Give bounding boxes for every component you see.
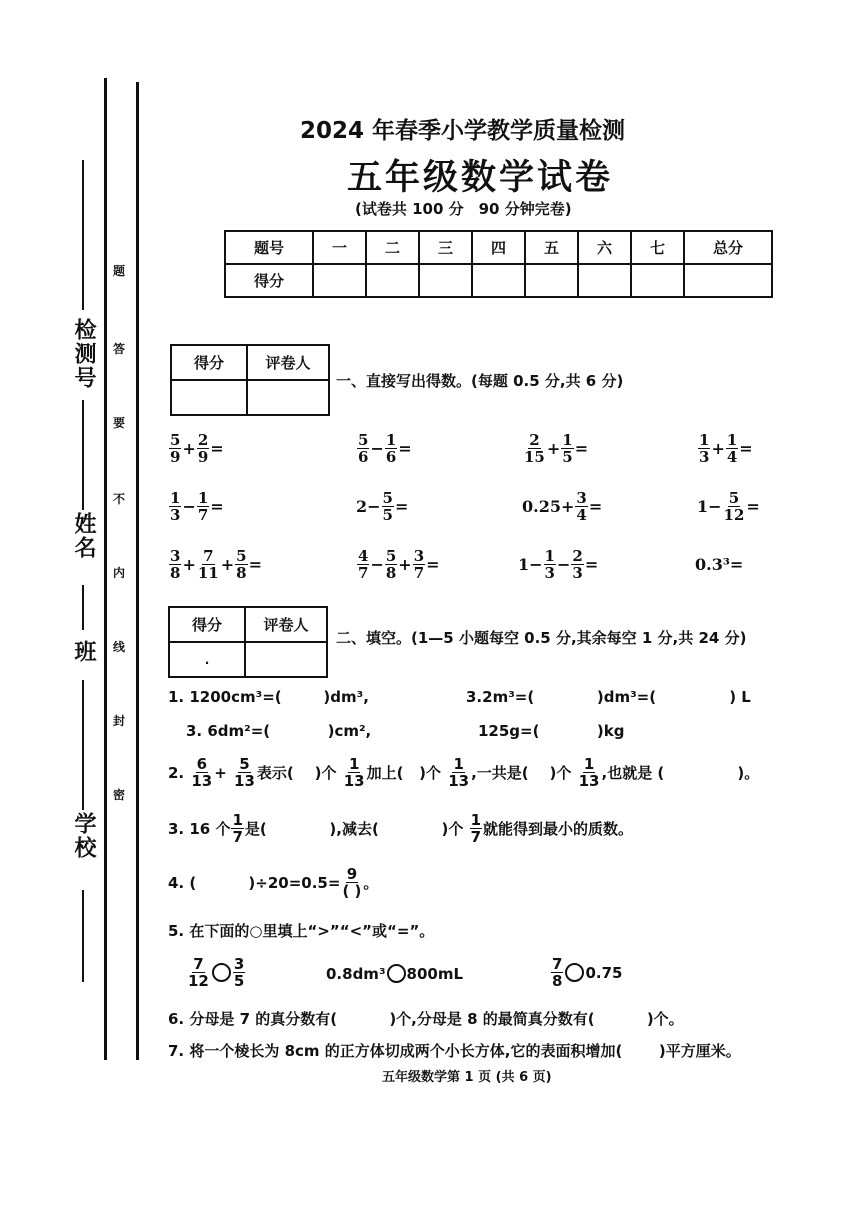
page-title: 五年级数学试卷 — [347, 158, 614, 198]
expr-text: 1− — [518, 555, 543, 574]
fraction — [385, 432, 397, 465]
fraction-denominator: 7 — [358, 564, 369, 582]
fraction-numerator: 3 — [413, 547, 425, 565]
score-head-cell: 二 — [366, 231, 419, 264]
school-label: 学校 — [71, 812, 96, 860]
score-head-cell: 六 — [578, 231, 631, 264]
fraction — [169, 548, 181, 581]
score-row-label: 得分 — [225, 264, 313, 297]
fraction — [575, 490, 587, 523]
question-1b — [466, 688, 751, 706]
calc-item — [356, 432, 412, 465]
expr-text: 3.2m³=( )dm³=( ) L — [466, 688, 751, 706]
fraction-numerator: 4 — [358, 547, 369, 565]
fraction-numerator: 7 — [552, 955, 563, 973]
fraction-numerator: 1 — [385, 431, 397, 449]
fraction-numerator: 5 — [385, 547, 397, 565]
fraction-numerator: 1 — [699, 431, 710, 449]
fraction-denominator: 9 — [197, 448, 209, 466]
expr-text: = — [394, 497, 409, 516]
expr-text: 是( ),减去( )个 — [244, 820, 469, 838]
expr-text: 加上( )个 — [366, 764, 447, 782]
expr-text: 7. 将一个棱长为 8cm 的正方体切成两个小长方体,它的表面积增加( )平方厘米。 — [168, 1042, 741, 1060]
fraction-denominator: 6 — [385, 448, 397, 466]
fraction — [382, 490, 394, 523]
fraction-numerator: 5 — [358, 431, 369, 449]
fraction-denominator: 12 — [188, 972, 209, 990]
fraction — [726, 432, 738, 465]
grader-score-label: 得分 — [169, 607, 245, 642]
fraction-numerator: 1 — [197, 489, 209, 507]
expr-text: = — [426, 555, 440, 574]
fraction-denominator: 4 — [726, 448, 738, 466]
fraction-numerator: 7 — [203, 547, 214, 565]
expr-text: = — [248, 555, 262, 574]
expr-text: + — [182, 439, 196, 458]
calc-item — [695, 555, 743, 574]
fraction-numerator: 5 — [170, 431, 181, 449]
score-cell[interactable] — [684, 264, 772, 297]
fraction-denominator: 7 — [232, 828, 243, 846]
fraction-numerator: 2 — [572, 547, 583, 565]
score-cell[interactable] — [313, 264, 366, 297]
fraction — [578, 756, 601, 789]
expr-text: 。 — [363, 874, 379, 892]
fraction-denominator: 5 — [233, 972, 245, 990]
fraction — [169, 432, 181, 465]
exam-no-underline — [82, 160, 84, 310]
fraction — [197, 432, 209, 465]
fraction — [233, 956, 245, 989]
fraction-denominator: 13 — [343, 772, 365, 790]
fraction-denominator: 9 — [170, 448, 181, 466]
expr-text: − — [370, 555, 384, 574]
question-1a — [168, 688, 369, 706]
fraction — [235, 548, 247, 581]
fraction-numerator: 2 — [197, 431, 209, 449]
exam-no-label: 检测号 — [71, 318, 96, 390]
fraction — [571, 548, 583, 581]
expr-text: 1− — [697, 497, 722, 516]
fraction-denominator: 8 — [552, 972, 563, 990]
fraction-denominator: 15 — [524, 448, 545, 466]
fraction — [190, 756, 213, 789]
fraction-numerator: 1 — [232, 811, 243, 829]
calc-item — [356, 490, 408, 523]
expr-text: + — [214, 763, 233, 782]
expr-text: = — [588, 497, 603, 516]
fraction — [357, 548, 369, 581]
grader-score-cell[interactable]: . — [169, 642, 245, 677]
fraction — [523, 432, 546, 465]
calc-item — [518, 548, 598, 581]
expr-text: 800mL — [406, 964, 464, 983]
fraction-denominator: 8 — [385, 564, 397, 582]
margin-line-outer — [104, 78, 107, 1060]
expr-text: 2. — [168, 763, 190, 782]
score-cell[interactable] — [472, 264, 525, 297]
score-cell[interactable] — [631, 264, 684, 297]
fraction-denominator: 8 — [236, 564, 247, 582]
fraction-numerator: 2 — [529, 431, 540, 449]
fraction — [197, 548, 220, 581]
calc-item — [697, 432, 753, 465]
fraction — [413, 548, 425, 581]
seal-char-8: 密 — [113, 788, 126, 802]
expr-text: 125g=( )kg — [478, 722, 625, 740]
fraction-denominator: 13 — [234, 772, 255, 790]
class-underline-2 — [82, 680, 84, 810]
fraction-numerator: 5 — [382, 489, 393, 507]
fraction-denominator: 3 — [170, 506, 181, 524]
expr-text: ,一共是( )个 — [471, 764, 577, 782]
section1-title: 一、直接写出得数。(每题 0.5 分,共 6 分) — [336, 372, 624, 390]
fraction-denominator: 13 — [448, 772, 470, 790]
question-1d — [478, 722, 624, 740]
calc-item — [522, 490, 602, 523]
expr-text: 6. 分母是 7 的真分数有( )个,分母是 8 的最简真分数有( )个。 — [168, 1010, 684, 1028]
compare-item — [186, 956, 246, 989]
grader-name-label: 评卷人 — [245, 607, 327, 642]
expr-text: = — [584, 555, 599, 574]
exam-name: 2024 年春季小学教学质量检测 — [300, 118, 626, 144]
fraction — [698, 432, 710, 465]
fraction — [723, 490, 746, 523]
school-underline — [82, 890, 84, 982]
calc-item — [356, 548, 440, 581]
fraction-numerator: 1 — [544, 547, 555, 565]
fraction — [551, 956, 563, 989]
fraction-numerator: 1 — [170, 489, 181, 507]
fraction — [561, 432, 573, 465]
calc-item — [168, 432, 224, 465]
class-label: 班 — [71, 640, 96, 664]
exam-subtitle: (试卷共 100 分 90 分钟完卷) — [355, 200, 572, 218]
expr-text: = — [746, 497, 760, 516]
expr-text: = — [398, 439, 412, 458]
seal-char-4: 不 — [113, 492, 126, 506]
question-6 — [168, 1008, 684, 1029]
fraction-numerator: 3 — [170, 547, 181, 565]
expr-text: + — [220, 555, 235, 574]
fraction-numerator: 3 — [233, 955, 245, 973]
fraction — [187, 956, 210, 989]
grader-score-cell[interactable] — [171, 380, 247, 415]
fraction-numerator: 1 — [583, 755, 595, 773]
question-2 — [168, 756, 759, 789]
grader-name-label: 评卷人 — [247, 345, 329, 380]
score-table-score-row — [225, 264, 772, 297]
fraction — [169, 490, 181, 523]
score-table — [224, 230, 773, 298]
fraction-numerator: 5 — [728, 489, 740, 507]
fraction-denominator: 3 — [699, 448, 710, 466]
fraction-numerator: 5 — [239, 755, 250, 773]
question-1c — [186, 722, 371, 740]
fraction-denominator: 7 — [413, 564, 425, 582]
expr-text: + — [546, 439, 561, 458]
fraction — [197, 490, 209, 523]
score-head-cell: 题号 — [225, 231, 313, 264]
fraction-denominator: 6 — [358, 448, 369, 466]
fraction — [385, 548, 397, 581]
score-head-cell: 一 — [313, 231, 366, 264]
expr-text: 0.75 — [585, 963, 623, 982]
fraction-numerator: 1 — [470, 811, 482, 829]
fraction-denominator: 7 — [470, 828, 482, 846]
fraction-denominator: 13 — [578, 772, 600, 790]
fraction-numerator: 9 — [346, 865, 358, 883]
expr-text: 3. 6dm²=( )cm², — [186, 722, 372, 740]
expr-text: 1. 1200cm³=( )dm³, — [168, 688, 369, 706]
grader-score-label: 得分 — [171, 345, 247, 380]
fraction-numerator: 5 — [236, 547, 247, 565]
expr-text: = — [210, 439, 224, 458]
score-cell[interactable] — [366, 264, 419, 297]
expr-text: 0.25+ — [522, 497, 575, 516]
score-head-cell: 七 — [631, 231, 684, 264]
margin-line-inner — [136, 82, 139, 1060]
calc-item — [168, 490, 224, 523]
score-head-cell: 四 — [472, 231, 525, 264]
grader-box-2 — [168, 606, 328, 678]
fraction — [233, 756, 256, 789]
fraction-numerator: 3 — [576, 489, 587, 507]
expr-text: 就能得到最小的质数。 — [483, 820, 634, 838]
expr-text: − — [556, 555, 571, 574]
fraction — [470, 812, 482, 845]
fraction-denominator: ( ) — [342, 882, 362, 900]
score-cell[interactable] — [525, 264, 578, 297]
expr-text: 3. 16 个 — [168, 820, 231, 838]
fraction — [343, 756, 366, 789]
fraction — [357, 432, 369, 465]
seal-char-3: 要 — [113, 416, 126, 430]
expr-text: 4. ( )÷20=0.5= — [168, 873, 341, 892]
fraction-denominator: 5 — [382, 506, 393, 524]
compare-circle-icon[interactable] — [565, 963, 584, 982]
expr-text: 0.3³= — [695, 555, 744, 574]
fraction-numerator: 1 — [562, 431, 573, 449]
compare-item — [326, 964, 463, 983]
fraction-numerator: 1 — [348, 755, 360, 773]
fraction — [231, 812, 243, 845]
expr-text: − — [182, 497, 196, 516]
class-underline — [82, 585, 84, 630]
name-label: 姓名 — [71, 512, 96, 560]
expr-text: 表示( )个 — [256, 764, 342, 782]
score-head-cell: 三 — [419, 231, 472, 264]
expr-text: = — [739, 439, 753, 458]
question-4 — [168, 866, 378, 899]
fraction-denominator: 4 — [576, 506, 587, 524]
expr-text: + — [711, 439, 725, 458]
seal-char-5: 内 — [113, 566, 126, 580]
fraction — [341, 866, 362, 899]
question-3 — [168, 812, 633, 845]
grader-box-1 — [170, 344, 330, 416]
expr-text: − — [370, 439, 384, 458]
seal-char-1: 题 — [113, 264, 126, 278]
score-cell[interactable] — [419, 264, 472, 297]
expr-text: ,也就是 ( )。 — [601, 764, 760, 782]
fraction-numerator: 7 — [193, 955, 204, 973]
seal-char-2: 答 — [113, 342, 126, 356]
fraction-denominator: 12 — [723, 506, 745, 524]
fraction-denominator: 3 — [572, 564, 583, 582]
fraction-denominator: 11 — [197, 564, 219, 582]
compare-circle-icon[interactable] — [212, 963, 231, 982]
question-5 — [168, 920, 434, 941]
score-table-head-row — [225, 231, 772, 264]
score-cell[interactable] — [578, 264, 631, 297]
fraction-denominator: 3 — [544, 564, 555, 582]
compare-item — [550, 956, 622, 989]
fraction-denominator: 7 — [197, 506, 209, 524]
score-head-cell: 五 — [525, 231, 578, 264]
fraction-numerator: 1 — [453, 755, 464, 773]
compare-circle-icon[interactable] — [387, 964, 406, 983]
seal-char-7: 封 — [113, 714, 126, 728]
expr-text: + — [182, 555, 196, 574]
calc-item — [522, 432, 588, 465]
calc-item — [168, 548, 262, 581]
expr-text: = — [574, 439, 589, 458]
fraction-numerator: 6 — [196, 755, 208, 773]
fraction — [544, 548, 556, 581]
expr-text: 5. 在下面的○里填上“>”“<”或“=”。 — [168, 922, 435, 940]
fraction-denominator: 13 — [191, 772, 213, 790]
page-footer: 五年级数学第 1 页 (共 6 页) — [382, 1070, 552, 1085]
expr-text: + — [398, 555, 412, 574]
fraction-denominator: 8 — [170, 564, 181, 582]
name-underline — [82, 400, 84, 510]
seal-char-6: 线 — [113, 640, 126, 654]
fraction-denominator: 5 — [562, 448, 573, 466]
expr-text: = — [210, 497, 224, 516]
score-head-cell: 总分 — [684, 231, 772, 264]
fraction — [447, 756, 470, 789]
expr-text: 0.8dm³ — [326, 964, 386, 983]
expr-text: 2− — [356, 497, 381, 516]
fraction-numerator: 1 — [726, 431, 738, 449]
grader-name-cell[interactable] — [245, 642, 327, 677]
question-7 — [168, 1040, 741, 1061]
grader-name-cell[interactable] — [247, 380, 329, 415]
calc-item — [697, 490, 760, 523]
section2-title: 二、填空。(1—5 小题每空 0.5 分,其余每空 1 分,共 24 分) — [336, 629, 747, 647]
